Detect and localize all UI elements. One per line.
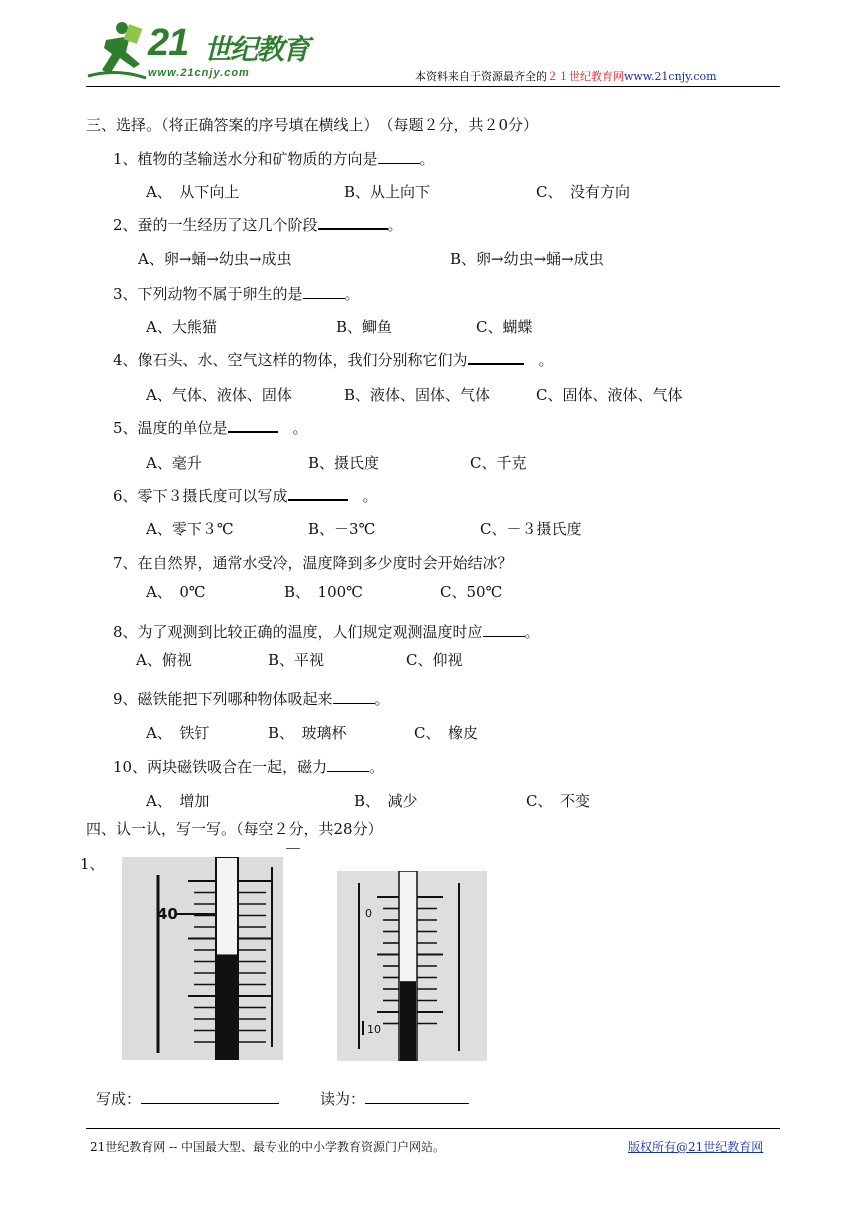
option: A、 增加 [146,792,210,810]
image-background [122,857,283,1060]
question-stem: 7、在自然界，通常水受冷，温度降到多少度时会开始结冰？ [113,554,513,572]
question-tail: 。 [374,690,390,708]
option: A、 从下向上 [146,183,240,201]
read-answer-blank[interactable] [365,1090,469,1104]
option: B、 减少 [354,792,418,810]
question-1 [113,148,435,169]
option: A、大熊猫 [146,318,217,336]
option: B、－3℃ [308,520,376,538]
option: C、－３摄氏度 [480,520,582,538]
question-stem: 9、磁铁能把下列哪种物体吸起来 [113,690,333,708]
question-tail: 。 [369,758,385,776]
logo-text: 世纪教育 [204,33,309,66]
source-prefix: 本资料来自于资源最齐全的 [415,70,547,83]
question-tail: 。 [419,150,435,168]
thermometer-top-label: 0 [365,907,372,920]
read-label: 读为： [320,1090,366,1108]
answer-blank[interactable] [318,216,388,230]
read-answer-row [320,1088,469,1109]
question-5 [113,417,308,438]
question-8 [113,621,540,642]
question-tail: 。 [524,623,540,641]
question-10 [113,756,384,777]
question-tail: 。 [277,419,308,437]
thermometer-liquid [400,981,416,1061]
question-stem: 6、零下３摄氏度可以写成 [113,487,288,505]
option: C、千克 [470,454,527,472]
answer-blank[interactable] [303,285,345,299]
option: C、 没有方向 [536,183,630,201]
question-stem: 4、像石头、水、空气这样的物体，我们分别称它们为 [113,351,468,369]
question-stem: 3、下列动物不属于卵生的是 [113,285,303,303]
section-3-title: 三、选择。（将正确答案的序号填在横线上） （每题２分，共２0分） [86,116,539,134]
thermometer-2-drawing [337,871,487,1061]
question-tail: 。 [387,216,403,234]
question-tail: 。 [344,285,360,303]
option: C、仰视 [406,651,463,669]
option: A、零下３℃ [146,520,234,538]
option: A、卵→蛹→幼虫→成虫 [138,250,292,268]
source-url-link[interactable]: www.21cnjy.com [624,70,717,83]
answer-blank[interactable] [378,150,420,164]
question-stem: 10、两块磁铁吸合在一起，磁力 [113,758,328,776]
site-logo [86,18,309,84]
option: B、鲫鱼 [336,318,393,336]
answer-blank[interactable] [468,351,524,365]
question-stem: 5、温度的单位是 [113,419,228,437]
question-6 [113,485,378,506]
question-7 [113,552,513,573]
logo-number: 21 [148,22,189,64]
running-figure-icon [86,18,152,84]
option: B、从上向下 [344,183,431,201]
footer-copyright-link[interactable]: 版权所有@21世纪教育网 [628,1140,764,1154]
option: C、 橡皮 [414,724,478,742]
option: A、毫升 [146,454,202,472]
thermometer-bottom-label: 10 [367,1023,381,1036]
question-tail: 。 [347,487,378,505]
item-number: 1、 [80,855,105,873]
answer-blank[interactable] [327,758,369,772]
answer-blank[interactable] [483,623,525,637]
option: A、 铁钉 [146,724,210,742]
question-9 [113,688,390,709]
stray-dash [286,848,300,849]
option: C、固体、液体、气体 [536,386,683,404]
answer-blank[interactable] [288,487,348,501]
source-brand: ２１世纪教育网 [547,70,624,83]
question-3 [113,283,360,304]
option: C、蝴蝶 [476,318,533,336]
thermometer-mark-label: 40 [157,905,178,923]
thermometer-liquid [217,954,237,1060]
write-answer-blank[interactable] [141,1090,279,1104]
option: A、俯视 [136,651,192,669]
thermometer-image-1 [122,857,283,1060]
option: B、摄氏度 [308,454,380,472]
answer-blank[interactable] [228,419,278,433]
write-label: 写成： [96,1090,142,1108]
logo-url: www.21cnjy.com [148,67,250,79]
section-4-title: 四、认一认，写一写。（每空２分，共28分） [86,820,383,838]
header-divider [86,86,780,87]
option: B、 100℃ [284,583,363,601]
footer-left-text: 21世纪教育网 -- 中国最大型、最专业的中小学教育资源门户网站。 [90,1140,446,1154]
option: B、卵→幼虫→蛹→成虫 [450,250,604,268]
question-stem: 8、为了观测到比较正确的温度，人们规定观测温度时应 [113,623,483,641]
option: B、平视 [268,651,325,669]
question-2 [113,214,403,235]
question-tail: 。 [523,351,554,369]
footer-divider [86,1128,780,1129]
question-4 [113,349,554,370]
header-source [415,68,717,84]
write-answer-row [96,1088,279,1109]
option: B、 玻璃杯 [268,724,347,742]
thermometer-image-2 [337,871,487,1061]
question-stem: 2、蚕的一生经历了这几个阶段 [113,216,318,234]
question-stem: 1、植物的茎输送水分和矿物质的方向是 [113,150,378,168]
answer-blank[interactable] [333,690,375,704]
option: C、50℃ [440,583,503,601]
thermometer-1-drawing [122,857,283,1060]
option: A、气体、液体、固体 [146,386,292,404]
option: A、 0℃ [146,583,206,601]
option: B、液体、固体、气体 [344,386,491,404]
option: C、 不变 [526,792,590,810]
